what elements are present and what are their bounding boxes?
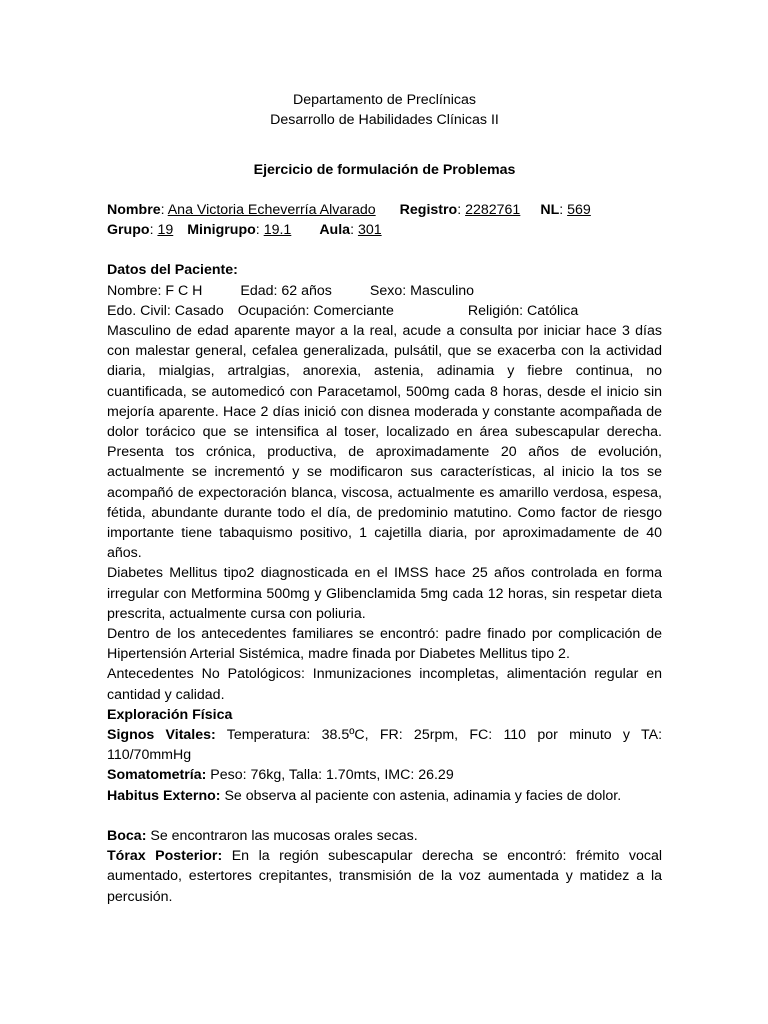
- minigrupo-label: Minigrupo: [187, 222, 256, 239]
- history-paragraph-3: Dentro de los antecedentes familiares se encontró: padre finado por complicación de Hipertensión Arterial Sistémica, madre finada por Diabetes Mellitus tipo 2.: [107, 626, 662, 663]
- grupo-value: 19: [157, 222, 174, 239]
- student-name: Ana Victoria Echeverría Alvarado: [167, 202, 376, 218]
- habitus-text: Se observa al paciente con astenia, adinamia y facies de dolor.: [224, 787, 622, 804]
- patient-heading: Datos del Paciente:: [107, 262, 238, 279]
- vital-signs-label: Signos Vitales:: [107, 727, 216, 744]
- aula-value: 301: [357, 222, 382, 239]
- mouth-label: Boca:: [107, 827, 147, 844]
- vital-signs: [107, 725, 662, 765]
- registro-value: 2282761: [465, 202, 521, 218]
- student-info-row-2: Grupo: 19 Minigrupo: 19.1 Aula: 301: [107, 222, 382, 239]
- mouth-text: Se encontraron las mucosas orales secas.: [150, 827, 418, 844]
- patient-civil: Edo. Civil: Casado: [107, 302, 224, 319]
- patient-edad: Edad: 62 años: [240, 282, 332, 299]
- history-paragraph-2: Diabetes Mellitus tipo2 diagnosticada en el IMSS hace 25 años controlada en forma irregular con Metformina 500mg y Glibenclamida 5mg cada 12 horas, sin respetar dieta prescrita, actualmente cursa con poliuria.: [107, 565, 662, 622]
- nl-label: NL: [540, 202, 560, 218]
- somatometry: [107, 765, 662, 785]
- minigrupo-value: 19.1: [263, 222, 292, 239]
- nl-value: 569: [567, 202, 591, 218]
- course-heading: Desarrollo de Habilidades Clínicas II: [270, 112, 499, 128]
- history-paragraph-1: Masculino de edad aparente mayor a la real, acude a consulta por iniciar hace 3 días con malestar general, cefalea generalizada, pulsátil, que se exacerba con la actividad diaria, mialgias, artralgias, anorexia, astenia, adinamia y fiebre continua, no cuantificada, se automedicó con Paracetamol, 500mg cada 8 horas, desde el inicio sin mejoría aparente. Hace 2 días inició con disnea moderada y constante acompañada de dolor torácico que se intensifica al toser, localizado en área subescapular derecha. Presenta tos crónica, productiva, de aproximadamente 20 años de evolución, actualmente se incrementó y se modificaron sus características, al inicio la tos se acompañó de expectoración blanca, viscosa, actualmente es amarillo verdosa, espesa, fétida, abundante durante todo el día, de predominio matutino. Como factor de riesgo importante tiene tabaquismo positivo, 1 cajetilla diaria, por aproximadamente de 40 años.: [107, 323, 662, 562]
- grupo-label: Grupo: [107, 222, 150, 239]
- patient-sexo: Sexo: Masculino: [369, 282, 474, 299]
- somatometry-text: Peso: 76kg, Talla: 1.70mts, IMC: 26.29: [210, 767, 454, 784]
- thorax-text: En la región subescapular derecha se encontró: frémito vocal aumentado, estertores crepitantes, transmisión de la voz aumentada y matidez a la percusión.: [107, 848, 662, 905]
- document-body: [107, 180, 662, 907]
- patient-ocupacion: Ocupación: Comerciante: [237, 302, 394, 319]
- patient-nombre: Nombre: F C H: [107, 282, 203, 299]
- student-info-row-1: Nombre: Ana Victoria Echeverría Alvarado Registro: 2282761 NL: 569: [107, 202, 591, 218]
- habitus-label: Habitus Externo:: [107, 787, 221, 804]
- patient-info-row-2: [107, 301, 662, 321]
- history-paragraph-4: Antecedentes No Patológicos: Inmunizaciones incompletas, alimentación regular en cantidad y calidad.: [107, 666, 662, 703]
- habitus: [107, 786, 662, 806]
- thorax-exam: [107, 846, 662, 907]
- vital-signs-text: Temperatura: 38.5ºC, FR: 25rpm, FC: 110 por minuto y TA: 110/70mmHg: [107, 727, 663, 764]
- department-heading: Departamento de Preclínicas: [293, 92, 476, 108]
- somatometry-label: Somatometría:: [107, 767, 207, 784]
- mouth-exam: [107, 826, 662, 846]
- aula-label: Aula: [319, 222, 351, 239]
- thorax-label: Tórax Posterior:: [107, 848, 223, 865]
- registro-label: Registro: [399, 202, 458, 218]
- patient-info-row-1: [107, 281, 662, 301]
- patient-religion: Religión: Católica: [467, 302, 579, 319]
- exam-heading: Exploración Física: [107, 706, 233, 723]
- exercise-title: Ejercicio de formulación de Problemas: [253, 162, 516, 178]
- name-label: Nombre: [107, 202, 161, 218]
